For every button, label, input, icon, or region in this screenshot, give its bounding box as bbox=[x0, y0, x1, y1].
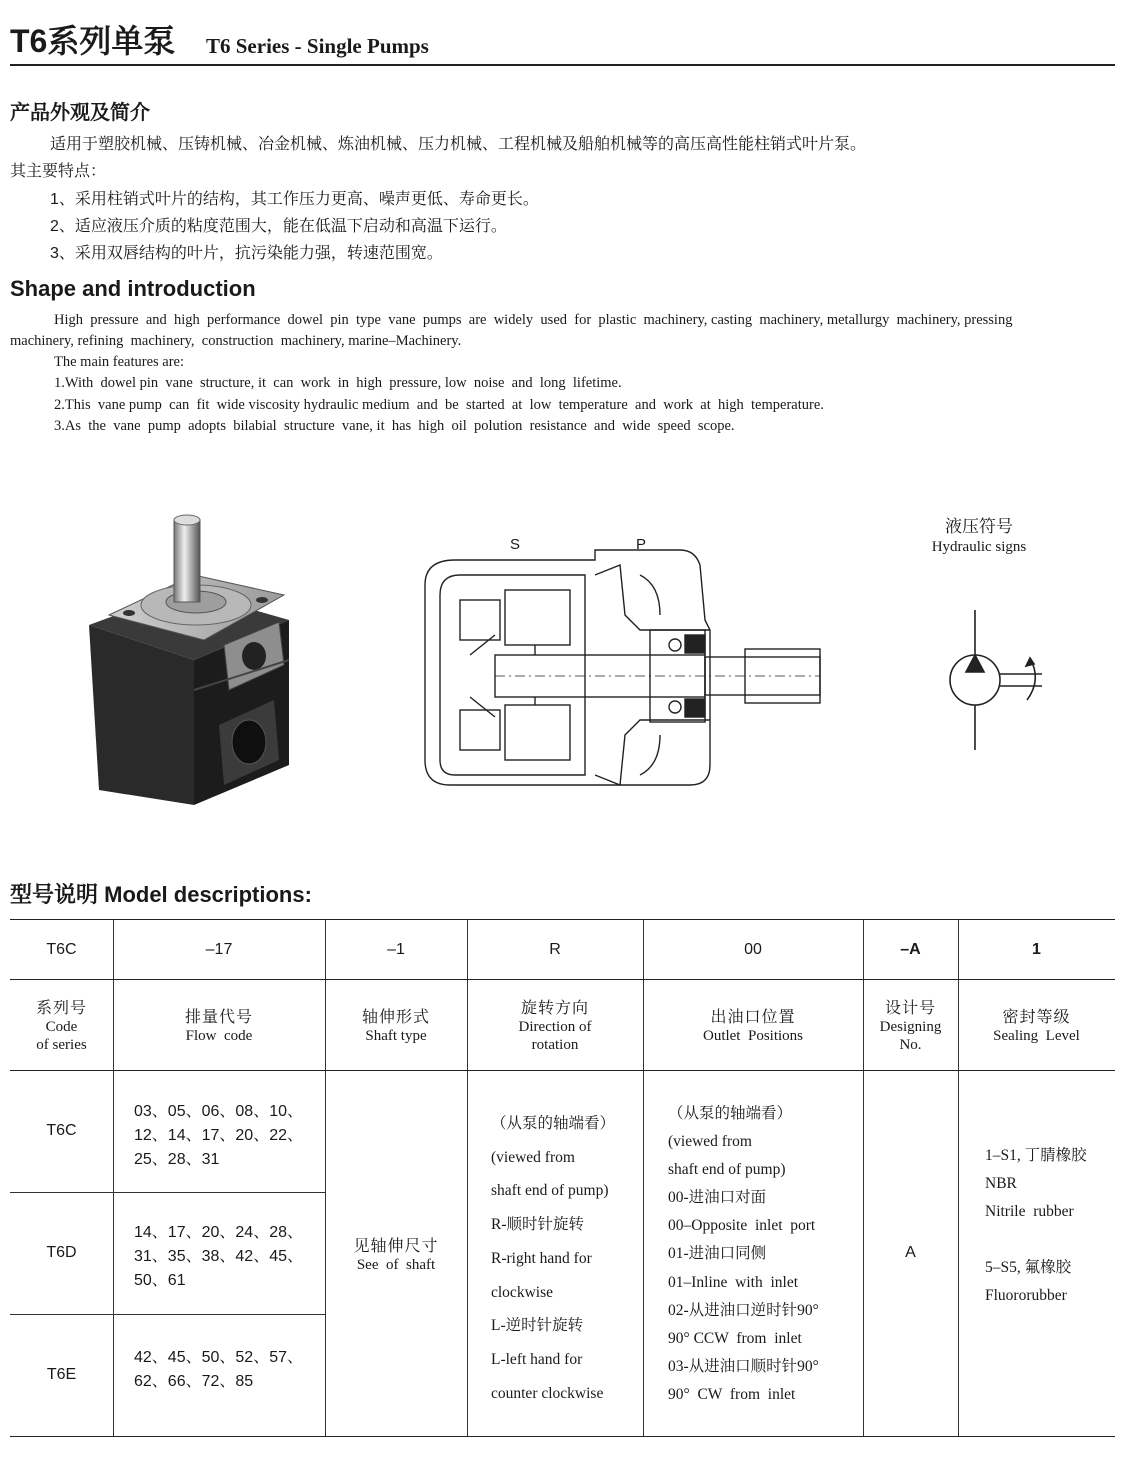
hydraulic-pump-symbol bbox=[930, 600, 1060, 755]
code-outlet: 00 bbox=[744, 940, 762, 958]
header-shaft: 轴伸形式 Shaft type bbox=[361, 1009, 430, 1044]
features-label-cn: 其主要特点： bbox=[10, 163, 107, 180]
pump-section-drawing bbox=[410, 535, 830, 795]
header-sealing: 密封等级 Sealing Level bbox=[993, 1009, 1080, 1044]
outlet-list: （从泵的轴端看） (viewed from shaft end of pump) 00-进油口对面 00–Opposite inlet port 01-进油口同侧 01–Inline with inlet 02-从进油口逆时针90° 90° CCW from inlet 03-从进油口顺时针90° 90° CW from inlet bbox=[668, 1105, 819, 1403]
model-table bbox=[10, 919, 1115, 1437]
series-t6c: T6C bbox=[46, 1122, 77, 1139]
model-heading: 型号说明 Model descriptions: bbox=[10, 882, 312, 907]
sealing-list: 1–S1, 丁腈橡胶 NBR Nitrile rubber 5–S5, 氟橡胶 Fluororubber bbox=[985, 1147, 1087, 1304]
code-sealing: 1 bbox=[1032, 940, 1041, 958]
section-label-s: S bbox=[510, 536, 521, 553]
feature-cn-1: 1、采用柱销式叶片的结构，其工作压力更高、噪声更低、寿命更长。 bbox=[50, 191, 539, 208]
code-design: –A bbox=[900, 940, 921, 958]
features-label-en: The main features are: bbox=[54, 354, 185, 370]
header-flow: 排量代号 Flow code bbox=[184, 1009, 253, 1044]
code-shaft: –1 bbox=[387, 940, 405, 958]
flow-codes-t6d: 14、17、20、24、28、 31、35、38、42、45、 50、61 bbox=[134, 1224, 303, 1289]
pump-photo bbox=[84, 510, 309, 810]
intro-text-en-2: machinery, refining machinery, construction machinery, marine–Machinery. bbox=[10, 333, 462, 349]
header-design: 设计号 Designing No. bbox=[879, 1000, 942, 1053]
series-t6e: T6E bbox=[46, 1366, 77, 1383]
intro-heading-cn: 产品外观及简介 bbox=[10, 102, 150, 124]
page-title-en: T6 Series - Single Pumps bbox=[206, 34, 429, 58]
intro-heading-en: Shape and introduction bbox=[10, 276, 256, 301]
series-t6d: T6D bbox=[46, 1244, 77, 1261]
code-flow: –17 bbox=[205, 940, 233, 958]
feature-cn-2: 2、适应液压介质的粘度范围大，能在低温下启动和高温下运行。 bbox=[50, 218, 507, 235]
hydraulic-signs-en: Hydraulic signs bbox=[931, 539, 1027, 555]
intro-text-en-1: High pressure and high performance dowel pin type vane pumps are widely used for plastic machinery, casting machinery, metallurgy machinery, pressing bbox=[54, 312, 1013, 328]
rotation-list: （从泵的轴端看） (viewed from shaft end of pump) R-顺时针旋转 R-right hand for clockwise L-逆时针旋转 L-left hand for counter clockwise bbox=[491, 1115, 616, 1402]
flow-codes-t6c: 03、05、06、08、10、 12、14、17、20、22、 25、28、31 bbox=[134, 1103, 303, 1168]
design-number: A bbox=[905, 1244, 916, 1261]
header-series: 系列号 Code of series bbox=[35, 1000, 87, 1053]
intro-text-cn: 适用于塑胶机械、压铸机械、冶金机械、炼油机械、压力机械、工程机械及船舶机械等的高压高性能柱销式叶片泵。 bbox=[50, 136, 867, 153]
shaft-cell: 见轴伸尺寸 See of shaft bbox=[353, 1237, 439, 1273]
feature-cn-3: 3、采用双唇结构的叶片，抗污染能力强，转速范围宽。 bbox=[50, 245, 443, 262]
hydraulic-signs-title bbox=[900, 512, 1058, 556]
code-rotation: R bbox=[549, 940, 561, 958]
page-header bbox=[10, 14, 1115, 66]
section-label-p: P bbox=[636, 536, 647, 553]
feature-en-2: 2.This vane pump can fit wide viscosity hydraulic medium and be started at low temperature and work at high temperature. bbox=[54, 397, 824, 413]
header-outlet: 出油口位置 Outlet Positions bbox=[702, 1009, 803, 1044]
hydraulic-signs-cn: 液压符号 bbox=[945, 517, 1013, 536]
feature-en-3: 3.As the vane pump adopts bilabial structure vane, it has high oil polution resistance and wide speed scope. bbox=[54, 418, 735, 434]
code-series: T6C bbox=[46, 940, 77, 958]
page-title-cn: T6系列单泵 bbox=[10, 23, 176, 59]
flow-codes-t6e: 42、45、50、52、57、 62、66、72、85 bbox=[134, 1349, 303, 1390]
feature-en-1: 1.With dowel pin vane structure, it can work in high pressure, low noise and long lifetime. bbox=[54, 375, 622, 391]
header-rotation: 旋转方向 Direction of rotation bbox=[518, 1000, 592, 1053]
